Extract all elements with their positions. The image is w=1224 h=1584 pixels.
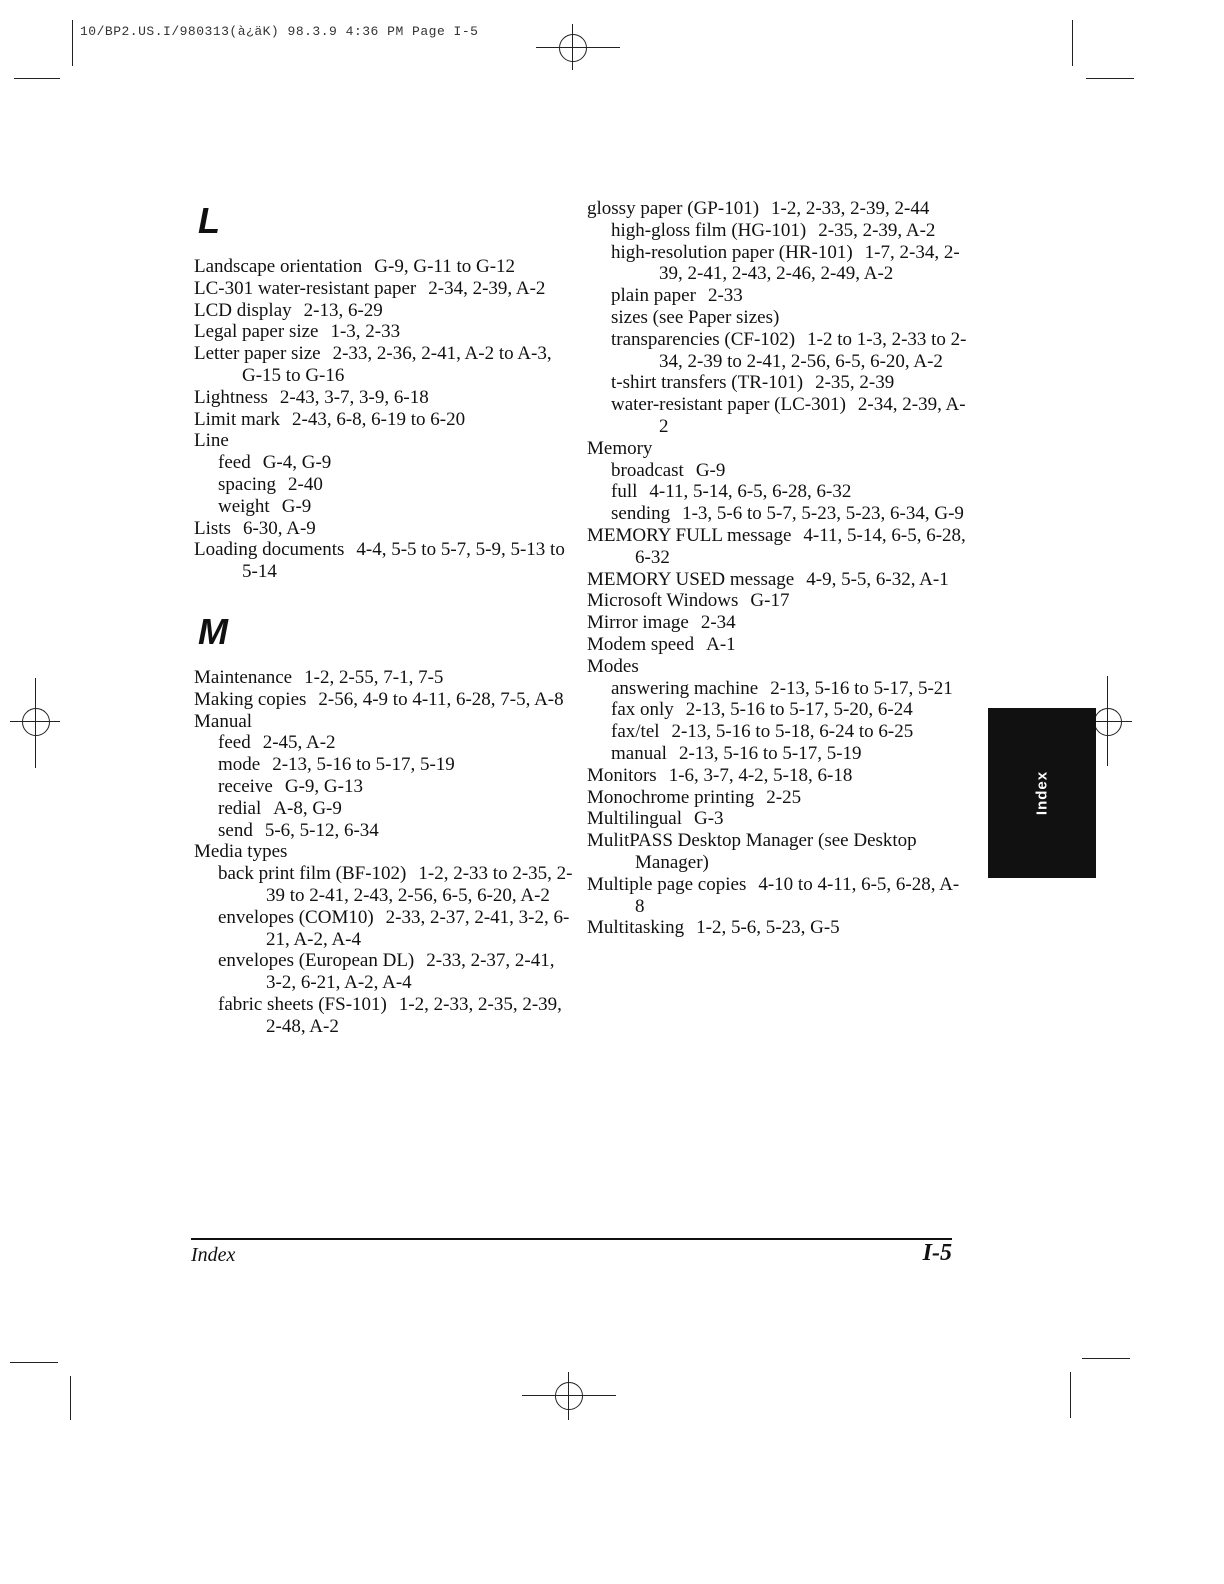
- crop-mark-top-right-v: [1072, 20, 1073, 66]
- page-references: 2-33, 2-37, 2-41, 3-2, 6-21, A-2, A-4: [266, 950, 555, 994]
- page-references: 2-34, 2-39, A-2: [659, 394, 966, 437]
- index-subentry: [587, 307, 967, 329]
- index-term: Landscape orientation: [194, 256, 363, 277]
- index-term: Loading documents: [194, 539, 345, 561]
- page-references: 2-34: [700, 612, 736, 634]
- index-term: MEMORY USED message: [587, 568, 795, 590]
- index-entry: [587, 787, 967, 809]
- page-references: 2-45, A-2: [262, 732, 336, 754]
- page-references: 2-13, 5-16 to 5-17, 5-20, 6-24: [685, 699, 913, 721]
- page-references: 1-2, 2-33, 2-35, 2-39, 2-48, A-2: [266, 993, 562, 1037]
- page-references: 2-13, 5-16 to 5-17, 5-19: [678, 742, 862, 764]
- footer-section-name: Index: [191, 1244, 236, 1266]
- page-references: 5-6, 5-12, 6-34: [264, 819, 379, 841]
- index-term: feed: [218, 732, 251, 754]
- section-entries: [194, 256, 574, 583]
- index-term: MulitPASS Desktop Manager (see Desktop Manager): [587, 830, 917, 873]
- index-entry: [587, 874, 967, 918]
- page-references: 1-6, 3-7, 4-2, 5-18, 6-18: [668, 764, 853, 786]
- index-term: weight: [218, 495, 270, 517]
- index-entry: [587, 569, 967, 591]
- page-references: G-17: [750, 590, 790, 612]
- index-term: high-gloss film (HG-101): [611, 219, 807, 241]
- index-entry: [587, 808, 967, 830]
- index-term: LCD display: [194, 299, 292, 321]
- page-references: 2-34, 2-39, A-2: [428, 277, 546, 299]
- crop-mark-top-left-h: [14, 78, 60, 79]
- registration-mark-left: [22, 708, 50, 736]
- registration-line-bottom-h: [522, 1395, 616, 1396]
- page-references: 4-10 to 4-11, 6-5, 6-28, A-8: [635, 873, 960, 917]
- index-entry: [587, 612, 967, 634]
- page-references: 4-11, 5-14, 6-5, 6-28, 6-32: [635, 524, 966, 568]
- section-letter-heading: L: [198, 200, 220, 241]
- index-subentry: [194, 496, 574, 518]
- page-references: G-9, G-11 to G-12: [374, 256, 516, 277]
- index-entry: [587, 634, 967, 656]
- registration-mark-right: [1094, 708, 1122, 736]
- page-references: 2-40: [288, 473, 323, 495]
- index-term: spacing: [218, 473, 277, 495]
- index-subentry: [587, 721, 967, 743]
- index-subentry: [587, 699, 967, 721]
- registration-line-top-h: [536, 47, 620, 48]
- page-references: A-1: [706, 633, 736, 655]
- index-term: receive: [218, 775, 273, 797]
- page-references: 1-7, 2-34, 2-39, 2-41, 2-43, 2-46, 2-49, A-2: [659, 241, 960, 285]
- page-references: 4-4, 5-5 to 5-7, 5-9, 5-13 to 5-14: [242, 539, 565, 583]
- index-subentry: [587, 220, 967, 242]
- index-entry: [194, 321, 574, 343]
- index-term: fax/tel: [611, 721, 660, 743]
- page-references: G-9: [281, 495, 312, 517]
- page-references: 2-33, 2-36, 2-41, A-2 to A-3, G-15 to G-16: [242, 343, 552, 386]
- crop-mark-top-left-v: [72, 20, 73, 66]
- index-entry: [194, 841, 574, 863]
- registration-line-top-v: [572, 24, 573, 70]
- index-term: t-shirt transfers (TR-101): [611, 372, 804, 394]
- index-subentry: [194, 732, 574, 754]
- page-references: 4-9, 5-5, 6-32, A-1: [806, 568, 949, 590]
- crop-mark-bottom-right-h: [1082, 1358, 1130, 1359]
- index-term: Legal paper size: [194, 321, 319, 343]
- index-column-right: [587, 198, 967, 939]
- page-references: 2-33, 2-37, 2-41, 3-2, 6-21, A-2, A-4: [266, 906, 570, 950]
- index-term: Memory: [587, 437, 653, 459]
- index-term: send: [218, 819, 253, 841]
- page-references: 2-13, 5-16 to 5-17, 5-21: [770, 677, 953, 699]
- index-term: sending: [611, 503, 671, 525]
- index-term: Media types: [194, 841, 288, 863]
- index-entry: [194, 518, 574, 540]
- index-term: Letter paper size: [194, 343, 321, 365]
- index-subentry: [194, 820, 574, 842]
- index-entry: [194, 689, 574, 711]
- index-term: manual: [611, 742, 667, 764]
- page-references: 2-13, 5-16 to 5-18, 6-24 to 6-25: [671, 721, 914, 743]
- index-section-l: [194, 198, 574, 583]
- index-term: Lightness: [194, 386, 268, 408]
- index-term: Multitasking: [587, 917, 685, 939]
- index-term: Multiple page copies: [587, 873, 747, 895]
- index-subentry: [194, 950, 574, 994]
- section-entries-continued: [587, 198, 967, 939]
- page-references: 2-25: [766, 786, 802, 808]
- thumb-tab-label: Index: [1033, 770, 1051, 816]
- index-subentry: [194, 798, 574, 820]
- index-term: Multilingual: [587, 808, 682, 830]
- index-subentry: [194, 776, 574, 798]
- index-subentry: [194, 474, 574, 496]
- index-entry: [194, 409, 574, 431]
- index-term: mode: [218, 754, 261, 776]
- section-letter-heading: M: [198, 610, 228, 652]
- registration-line-bottom-v: [568, 1372, 569, 1420]
- index-subentry: [587, 242, 967, 286]
- footer-rule: [191, 1238, 952, 1240]
- registration-line-left-v: [35, 678, 36, 768]
- index-entry: [194, 539, 574, 583]
- index-column-left: [194, 198, 574, 1038]
- page-references: 4-11, 5-14, 6-5, 6-28, 6-32: [649, 481, 852, 503]
- registration-line-right-v: [1107, 676, 1108, 766]
- index-term: fax only: [611, 699, 674, 721]
- index-term: feed: [218, 452, 251, 474]
- page-references: 2-13, 5-16 to 5-17, 5-19: [272, 754, 455, 776]
- index-term: Limit mark: [194, 408, 281, 430]
- index-term: Line: [194, 430, 229, 452]
- index-term: full: [611, 481, 638, 503]
- index-term: redial: [218, 797, 262, 819]
- index-subentry: [587, 372, 967, 394]
- index-term: glossy paper (GP-101): [587, 198, 760, 219]
- page-references: 2-35, 2-39: [815, 372, 895, 394]
- index-term: plain paper: [611, 285, 696, 307]
- index-term: fabric sheets (FS-101): [218, 993, 387, 1015]
- index-subentry: [194, 452, 574, 474]
- index-entry: [194, 300, 574, 322]
- page-references: 1-2 to 1-3, 2-33 to 2-34, 2-39 to 2-41, 2-56, 6-5, 6-20, A-2: [659, 328, 967, 372]
- index-term: Microsoft Windows: [587, 590, 739, 612]
- index-term: water-resistant paper (LC-301): [611, 394, 846, 416]
- index-term: Monochrome printing: [587, 786, 755, 808]
- index-term: Modem speed: [587, 633, 695, 655]
- index-term: Monitors: [587, 764, 657, 786]
- index-subentry: [587, 394, 967, 438]
- index-subentry: [194, 863, 574, 907]
- index-subentry: [194, 907, 574, 951]
- index-subentry: [587, 678, 967, 700]
- page-references: 1-2, 2-33 to 2-35, 2-39 to 2-41, 2-43, 2-56, 6-5, 6-20, A-2: [266, 863, 573, 906]
- crop-mark-bottom-left-v: [70, 1376, 71, 1420]
- page-references: G-4, G-9: [262, 452, 332, 474]
- index-thumb-tab: [988, 708, 1096, 878]
- index-entry: [587, 438, 967, 460]
- crop-mark-bottom-right-v: [1070, 1372, 1071, 1418]
- index-entry: [587, 590, 967, 612]
- crop-mark-bottom-left-h: [10, 1362, 58, 1363]
- page-references: 6-30, A-9: [242, 517, 316, 539]
- index-term: envelopes (European DL): [218, 950, 415, 972]
- page-references: G-9: [695, 459, 726, 481]
- index-subentry: [587, 285, 967, 307]
- page-references: 1-3, 5-6 to 5-7, 5-23, 5-23, 6-34, G-9: [682, 503, 964, 525]
- page-references: 2-43, 6-8, 6-19 to 6-20: [292, 408, 466, 430]
- page-references: 2-43, 3-7, 3-9, 6-18: [279, 386, 429, 408]
- index-term: Making copies: [194, 688, 307, 710]
- index-entry: [194, 430, 574, 452]
- index-entry: [194, 667, 574, 689]
- page-references: A-8, G-9: [273, 797, 342, 819]
- printer-slug: 10/BP2.US.I/980313(à¿äK) 98.3.9 4:36 PM Page I-5: [80, 24, 479, 39]
- index-section-m: [194, 609, 574, 1038]
- index-term: sizes (see Paper sizes): [611, 306, 780, 328]
- index-term: Modes: [587, 655, 639, 677]
- index-subentry: [587, 329, 967, 373]
- index-entry: [587, 525, 967, 569]
- index-subentry: [587, 743, 967, 765]
- index-term: MEMORY FULL message: [587, 524, 792, 546]
- page-references: G-9, G-13: [284, 775, 363, 797]
- index-subentry: [194, 994, 574, 1038]
- registration-mark-bottom: [555, 1382, 583, 1410]
- page-references: G-3: [694, 808, 724, 830]
- index-entry: [587, 830, 967, 874]
- index-term: envelopes (COM10): [218, 906, 374, 928]
- index-term: high-resolution paper (HR-101): [611, 241, 853, 263]
- index-term: answering machine: [611, 677, 759, 699]
- index-entry: [194, 387, 574, 409]
- index-entry: [587, 656, 967, 678]
- index-term: broadcast: [611, 459, 684, 481]
- index-entry: [587, 198, 967, 220]
- crop-mark-top-right-h: [1086, 78, 1134, 79]
- index-entry: [194, 343, 574, 387]
- index-term: Mirror image: [587, 612, 689, 634]
- index-entry: [194, 256, 574, 278]
- index-entry: [587, 917, 967, 939]
- index-subentry: [587, 503, 967, 525]
- page-references: 1-2, 2-55, 7-1, 7-5: [304, 666, 444, 688]
- index-term: Lists: [194, 517, 231, 539]
- index-subentry: [194, 754, 574, 776]
- index-term: transparencies (CF-102): [611, 328, 796, 350]
- index-subentry: [587, 460, 967, 482]
- index-subentry: [587, 481, 967, 503]
- index-term: LC-301 water-resistant paper: [194, 277, 417, 299]
- page-references: 1-2, 2-33, 2-39, 2-44: [771, 198, 930, 219]
- index-entry: [587, 765, 967, 787]
- index-term: Manual: [194, 710, 253, 732]
- index-term: Maintenance: [194, 666, 293, 688]
- page-references: 2-56, 4-9 to 4-11, 6-28, 7-5, A-8: [318, 688, 564, 710]
- index-term: back print film (BF-102): [218, 863, 407, 885]
- page-number: I-5: [922, 1240, 952, 1266]
- page-references: 1-2, 5-6, 5-23, G-5: [696, 917, 840, 939]
- page-references: 2-35, 2-39, A-2: [818, 219, 936, 241]
- page-references: 2-33: [707, 285, 743, 307]
- index-entry: [194, 711, 574, 733]
- index-entry: [194, 278, 574, 300]
- section-entries: [194, 667, 574, 1038]
- page-references: 1-3, 2-33: [330, 321, 401, 343]
- registration-mark-top: [559, 34, 587, 62]
- page-references: 2-13, 6-29: [303, 299, 383, 321]
